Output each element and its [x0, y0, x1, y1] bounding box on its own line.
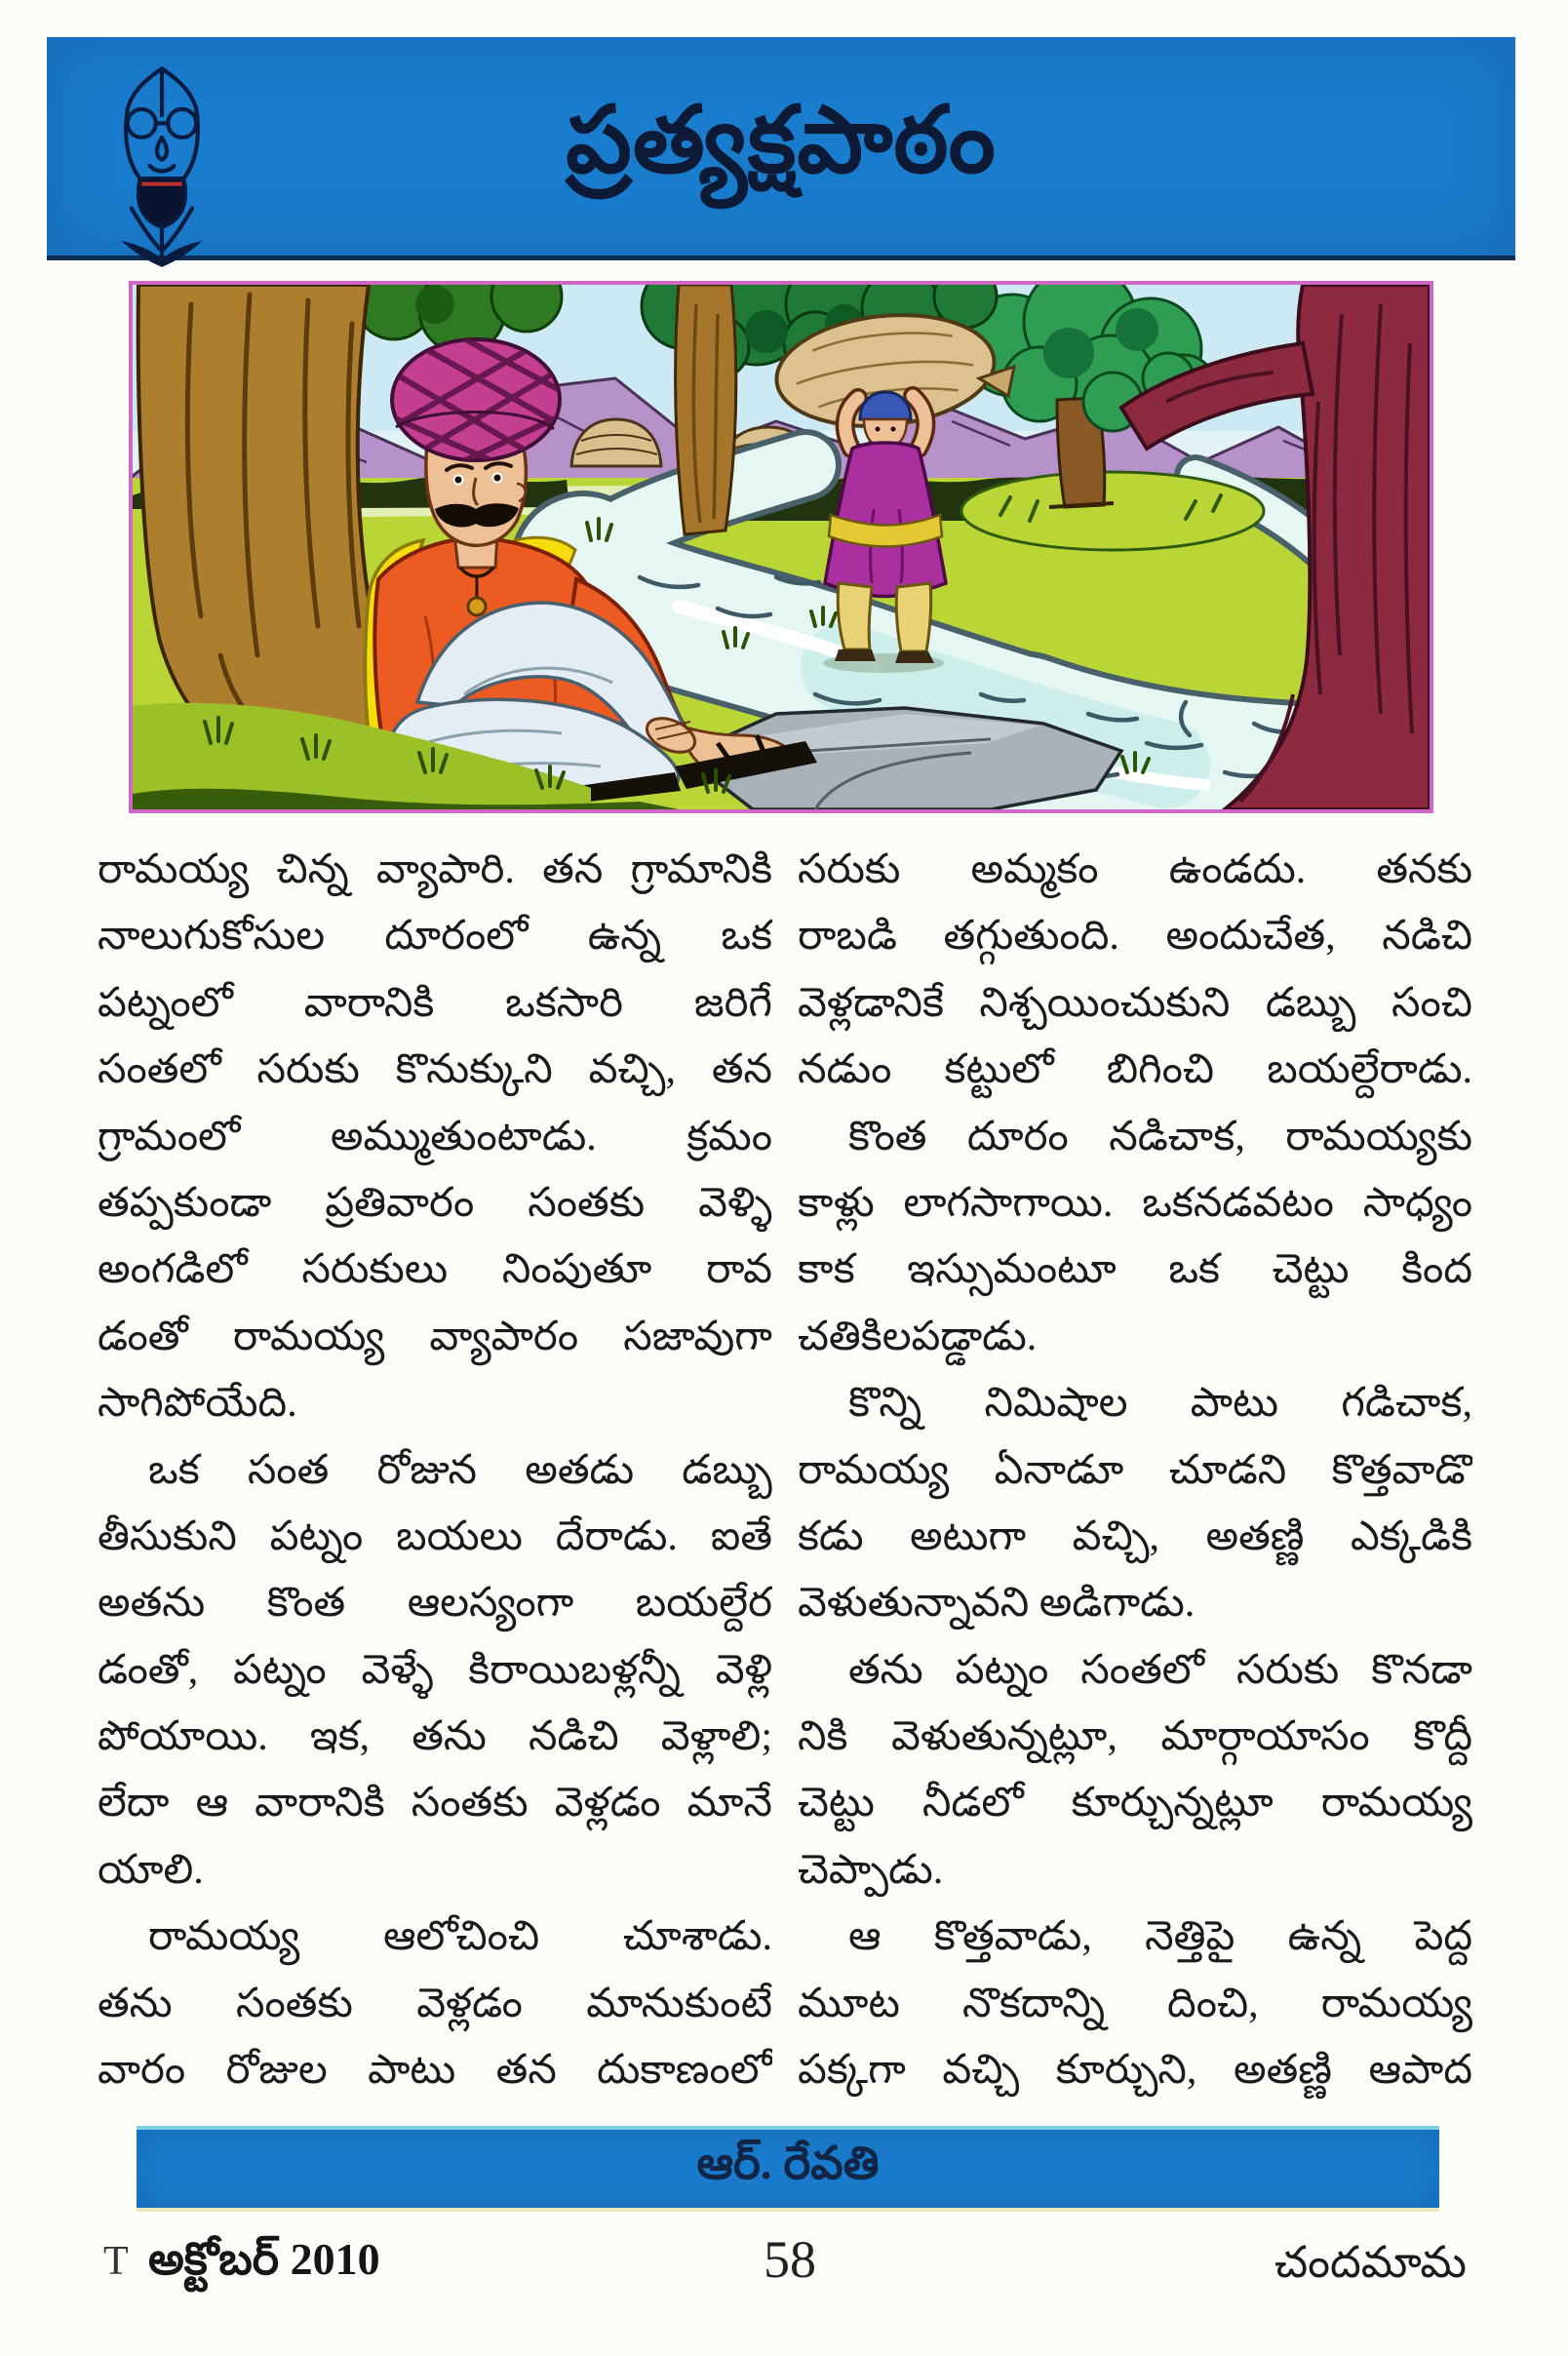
text-line: చతికిలపడ్డాడు. — [798, 1314, 1038, 1359]
text-line: పక్కగా వచ్చి కూర్చుని, అతణ్ణి ఆపాద — [798, 2048, 1472, 2094]
text-line: సాగిపోయేది. — [98, 1381, 297, 1427]
page-title: ప్రత్యక్షపాఠం — [566, 88, 997, 192]
story-illustration — [129, 281, 1433, 813]
text-line: నికి వెళుతున్నట్లూ, మార్గాయాసం కొద్దీ — [798, 1714, 1472, 1760]
text-line: వారం రోజుల పాటు తన దుకాణంలో — [98, 2048, 772, 2094]
text-line: అతను కొంత ఆలస్యంగా బయల్దేర — [98, 1581, 772, 1627]
text-line: మూట నొకదాన్ని దించి, రామయ్య — [798, 1981, 1472, 2026]
text-line: నడుం కట్టులో బిగించి బయల్దేరాడు. — [798, 1047, 1472, 1093]
text-line: రాబడి తగ్గుతుంది. అందుచేత, నడిచి — [798, 914, 1472, 960]
text-line: పట్నంలో వారానికి ఒకసారి జరిగే — [98, 980, 772, 1026]
author-name: ఆర్. రేవతి — [696, 2138, 880, 2189]
pendant — [468, 598, 486, 615]
text-line: కొన్ని నిమిషాల పాటు గడిచాక, — [848, 1381, 1472, 1427]
text-line: లేదా ఆ వారానికి సంతకు వెళ్లడం మానే — [98, 1781, 772, 1826]
text-column-right — [798, 837, 1472, 2103]
text-line: ఆ కొత్తవాడు, నెత్తిపై ఉన్న పెద్ద — [848, 1914, 1472, 1960]
text-line: డంతో రామయ్య వ్యాపారం సజావుగా — [98, 1314, 772, 1359]
text-line: యాలి. — [98, 1847, 204, 1893]
text-line: రామయ్య చిన్న వ్యాపారి. తన గ్రామానికి — [98, 847, 772, 892]
text-line: కాళ్లు లాగసాగాయి. ఒకనడవటం సాధ్యం — [798, 1180, 1472, 1226]
text-line: సరుకు అమ్మకం ఉండదు. తనకు — [798, 847, 1472, 892]
text-line: రామయ్య ఏనాడూ చూడని కొత్తవాడొ — [798, 1447, 1472, 1493]
text-line: కడు అటుగా వచ్చి, అతణ్ణి ఎక్కడికి — [798, 1513, 1472, 1559]
text-line: గ్రామంలో అమ్ముతుంటాడు. క్రమం — [98, 1114, 772, 1159]
text-column-left — [98, 837, 772, 2103]
issue-date: అక్టోబర్ 2010 — [148, 2234, 380, 2284]
text-line: సంతలో సరుకు కొనుక్కుని వచ్చి, తన — [98, 1047, 772, 1093]
author-band — [137, 2126, 1439, 2212]
text-line: పోయాయి. ఇక, తను నడిచి వెళ్లాలి; — [98, 1714, 772, 1760]
text-line: చెప్పాడు. — [798, 1847, 944, 1893]
page-number: 58 — [764, 2230, 816, 2289]
text-line: వెళ్లడానికే నిశ్చయించుకుని డబ్బు సంచి — [798, 980, 1472, 1026]
text-line: కొంత దూరం నడిచాక, రామయ్యకు — [848, 1114, 1472, 1159]
text-line: తప్పకుండా ప్రతివారం సంతకు వెళ్ళి — [98, 1180, 772, 1226]
text-line: అంగడిలో సరుకులు నింపుతూ రావ — [98, 1247, 772, 1293]
story-text — [98, 837, 1472, 2103]
text-line: కాక ఇస్సుమంటూ ఒక చెట్టు కింద — [798, 1247, 1472, 1293]
text-line: తను సంతకు వెళ్లడం మానుకుంటే — [98, 1981, 772, 2026]
text-line: తీసుకుని పట్నం బయలు దేరాడు. ఐతే — [98, 1513, 772, 1559]
text-line: నాలుగుకోసుల దూరంలో ఉన్న ఒక — [98, 914, 772, 960]
text-line: చెట్టు నీడలో కూర్చున్నట్లూ రామయ్య — [798, 1781, 1472, 1826]
text-line: రామయ్య ఆలోచించి చూశాడు. — [148, 1914, 772, 1960]
header-band — [47, 37, 1515, 260]
text-line: తను పట్నం సంతలో సరుకు కొనడా — [848, 1647, 1472, 1693]
magazine-name: చందమామ — [1274, 2238, 1467, 2287]
text-line: వెళుతున్నావని అడిగాడు. — [798, 1581, 1196, 1627]
text-line: డంతో, పట్నం వెళ్ళే కిరాయిబళ్లన్నీ వెళ్లి — [98, 1647, 772, 1693]
print-mark: T — [103, 2239, 129, 2284]
text-line: ఒక సంత రోజున అతడు డబ్బు — [148, 1447, 772, 1493]
